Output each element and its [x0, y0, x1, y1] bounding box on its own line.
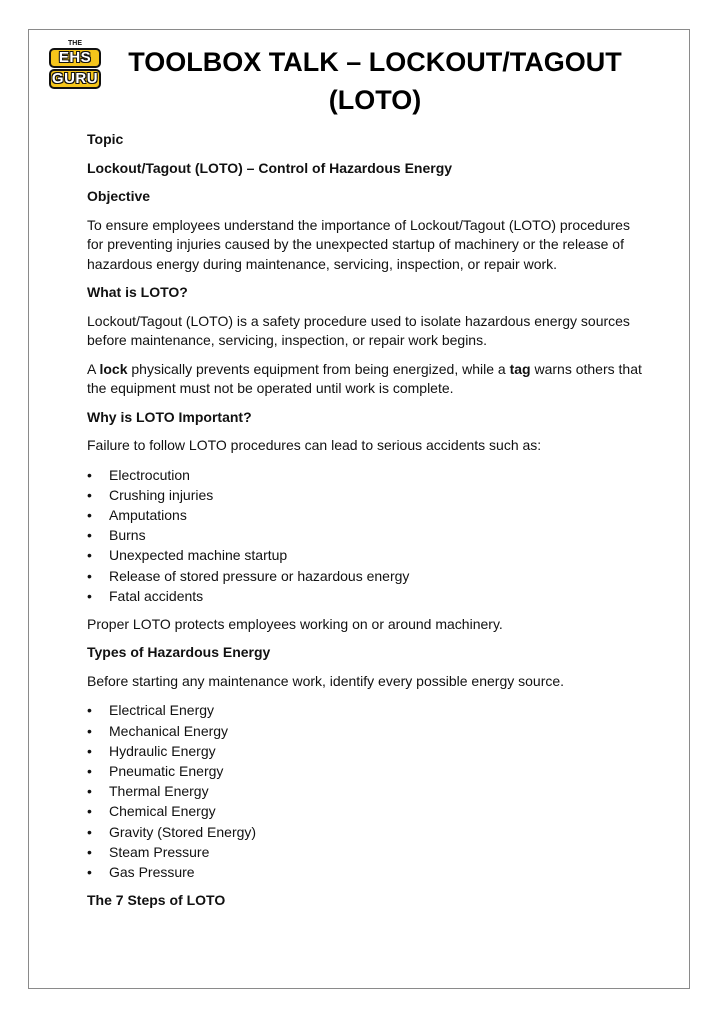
list-item [87, 721, 647, 741]
bullet-icon: • [87, 722, 92, 739]
logo-ehs-text: EHS [49, 48, 101, 68]
bullet-icon: • [87, 466, 92, 483]
bullet-icon: • [87, 843, 92, 860]
types-heading: Types of Hazardous Energy [87, 644, 271, 661]
topic-heading: Topic [87, 131, 124, 147]
bullet-icon: • [87, 783, 92, 800]
logo-the-text: THE [68, 40, 82, 47]
types-intro: Before starting any maintenance work, identify every possible energy source. [87, 672, 565, 689]
list-item [87, 505, 647, 525]
list-item [87, 801, 647, 821]
list-item-text: Steam Pressure [109, 843, 210, 860]
bullet-icon: • [87, 527, 92, 544]
accidents-list [87, 465, 647, 606]
bullet-icon: • [87, 587, 92, 604]
list-item-text: Mechanical Energy [109, 722, 229, 739]
lock-tag-part3: warns others that the equipment must not be operated until work is complete. [87, 360, 642, 396]
why-important-outro: Proper LOTO protects employees working on or around machinery. [87, 615, 503, 632]
energy-types-list [87, 700, 647, 882]
list-item [87, 862, 647, 882]
list-item [87, 781, 647, 801]
list-item [87, 842, 647, 862]
list-item-text: Thermal Energy [109, 783, 209, 800]
list-item-text: Burns [109, 527, 146, 544]
list-item-text: Crushing injuries [109, 486, 214, 503]
list-item [87, 700, 647, 720]
bullet-icon: • [87, 486, 92, 503]
what-is-loto-heading: What is LOTO? [87, 284, 188, 300]
list-item [87, 822, 647, 842]
list-item [87, 545, 647, 565]
list-item-text: Fatal accidents [109, 587, 204, 604]
list-item-text: Electrocution [109, 466, 190, 483]
bullet-icon: • [87, 547, 92, 564]
topic-text: Lockout/Tagout (LOTO) – Control of Hazardous Energy [87, 159, 453, 176]
seven-steps-heading: The 7 Steps of LOTO [87, 892, 226, 909]
list-item [87, 566, 647, 586]
document-title: TOOLBOX TALK – LOCKOUT/TAGOUT (LOTO) [128, 47, 622, 115]
list-item-text: Amputations [109, 506, 187, 523]
what-is-loto-text: Lockout/Tagout (LOTO) is a safety procedure used to isolate hazardous energy sources before maintenance, servicing, inspection, or repair work begins. [87, 312, 630, 348]
list-item-text: Release of stored pressure or hazardous energy [109, 567, 410, 584]
bullet-icon: • [87, 864, 92, 881]
list-item-text: Unexpected machine startup [109, 547, 288, 564]
list-item [87, 761, 647, 781]
lock-tag-part1: A [87, 360, 100, 377]
list-item [87, 485, 647, 505]
why-important-heading: Why is LOTO Important? [87, 408, 252, 425]
lock-tag-part2: physically prevents equipment from being energized, while a [127, 360, 510, 377]
lock-tag-paragraph [87, 360, 647, 399]
tag-term: tag [509, 360, 531, 377]
bullet-icon: • [87, 506, 92, 523]
list-item-text: Gas Pressure [109, 864, 195, 881]
lock-term: lock [99, 360, 128, 377]
list-item-text: Hydraulic Energy [109, 742, 216, 759]
objective-text: To ensure employees understand the importance of Lockout/Tagout (LOTO) procedures for preventing injuries caused by the unexpected startup of machinery or the release of hazardous energy during maintenance, servicing, inspection, or repair work. [87, 216, 630, 272]
list-item-text: Electrical Energy [109, 702, 215, 719]
logo-guru-text: GURU [49, 69, 101, 89]
bullet-icon: • [87, 823, 92, 840]
list-item [87, 741, 647, 761]
bullet-icon: • [87, 763, 92, 780]
list-item-text: Pneumatic Energy [109, 763, 224, 780]
list-item [87, 525, 647, 545]
bullet-icon: • [87, 742, 92, 759]
list-item-text: Gravity (Stored Energy) [109, 823, 257, 840]
ehs-guru-logo [46, 40, 104, 90]
why-important-intro: Failure to follow LOTO procedures can lead to serious accidents such as: [87, 437, 542, 453]
list-item [87, 465, 647, 485]
list-item-text: Chemical Energy [109, 803, 216, 820]
bullet-icon: • [87, 702, 92, 719]
bullet-icon: • [87, 567, 92, 584]
bullet-icon: • [87, 803, 92, 820]
document-body [87, 130, 647, 911]
list-item [87, 586, 647, 606]
objective-heading: Objective [87, 188, 151, 204]
